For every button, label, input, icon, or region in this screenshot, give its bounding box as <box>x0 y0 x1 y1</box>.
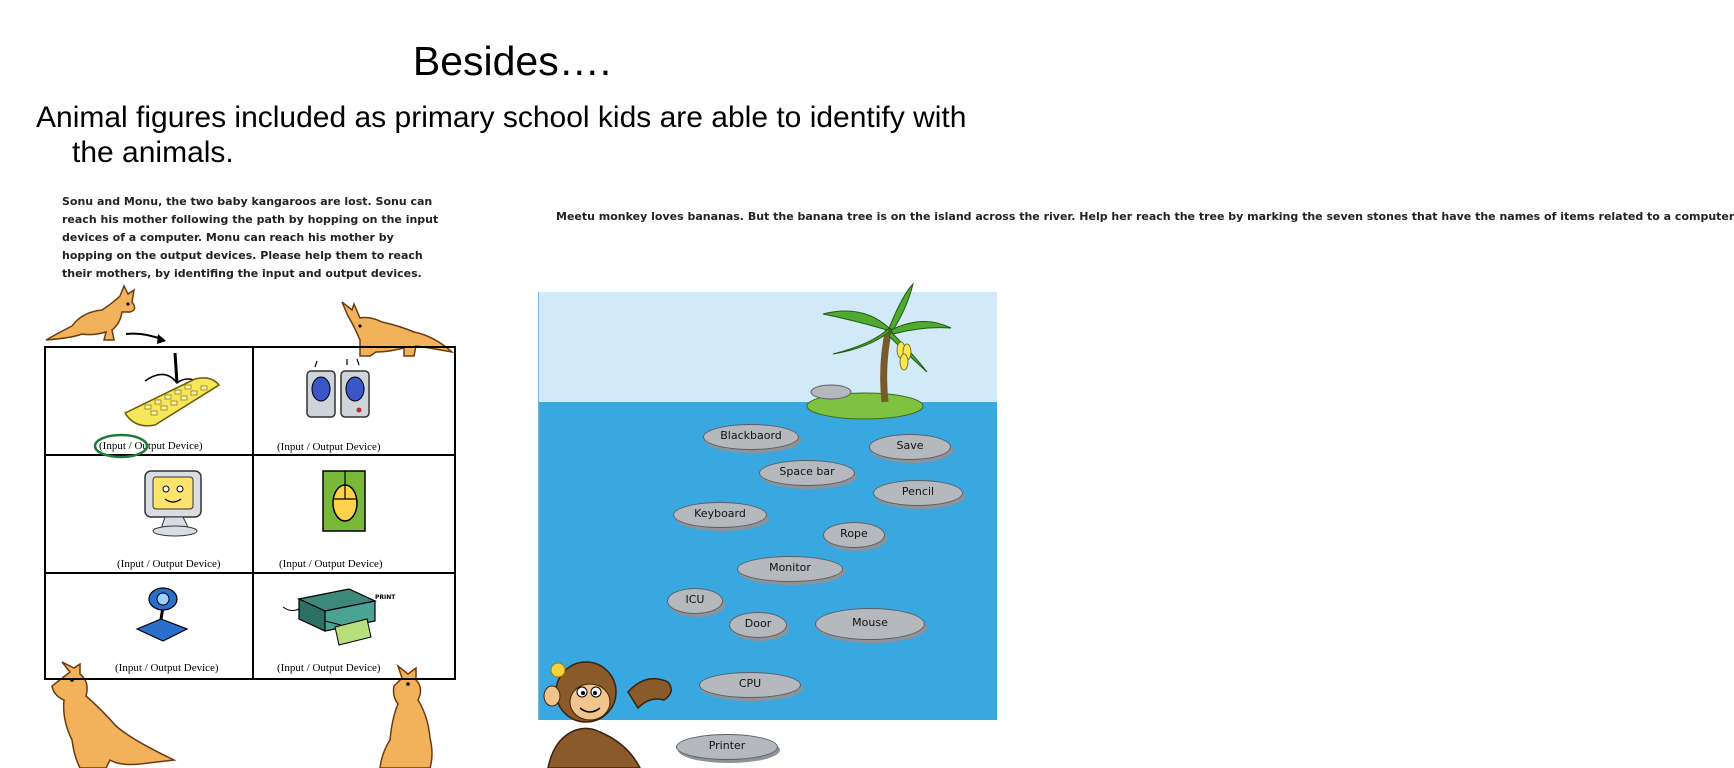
stone-door[interactable]: Door <box>729 612 787 638</box>
device-caption[interactable]: (Input / Output Device) <box>99 440 203 452</box>
speakers-icon <box>303 357 393 427</box>
device-caption[interactable]: (Input / Output Device) <box>277 441 381 453</box>
monitor-icon <box>141 467 211 539</box>
monkey-icon <box>528 652 688 768</box>
stone-cpu[interactable]: CPU <box>699 672 801 698</box>
device-grid <box>44 346 456 680</box>
circled-input-mark <box>93 433 153 459</box>
stone-printer[interactable]: Printer <box>676 734 778 760</box>
stone-monitor[interactable]: Monitor <box>737 556 843 582</box>
device-caption[interactable]: (Input / Output Device) <box>117 558 221 570</box>
kangaroo-instructions: Sonu and Monu, the two baby kangaroos are lost. Sonu can reach his mother following the path by hopping on the input devices of a computer. Monu can reach his mother by hopping on the output devices. Please help them to reach their mothers, by identifing the input and output devices. <box>62 195 439 280</box>
stone-save[interactable]: Save <box>869 434 951 460</box>
slide-title: Besides…. <box>412 38 612 84</box>
monkey-instructions: Meetu monkey loves bananas. But the banana tree is on the island across the river. Help her reach the tree by marking the seven stones that have the names of items related to a computer <box>556 210 1734 223</box>
banana-tree-icon <box>803 284 953 414</box>
printer-icon <box>279 579 396 649</box>
stone-mouse[interactable]: Mouse <box>815 608 925 640</box>
stone-blackbaord[interactable]: Blackbaord <box>703 424 799 450</box>
webcam-icon <box>133 585 193 647</box>
stone-rope[interactable]: Rope <box>823 522 885 548</box>
keyboard-icon <box>115 353 225 433</box>
stone-space-bar[interactable]: Space bar <box>759 460 855 486</box>
device-caption[interactable]: (Input / Output Device) <box>115 662 219 674</box>
mouse-icon <box>321 469 371 535</box>
print-label: PRINT <box>375 594 396 601</box>
device-caption[interactable]: (Input / Output Device) <box>279 558 383 570</box>
stone-pencil[interactable]: Pencil <box>873 480 963 506</box>
stone-keyboard[interactable]: Keyboard <box>673 502 767 528</box>
slide-bullet: Animal figures included as primary school kids are able to identify with the animals. <box>36 101 967 169</box>
device-caption[interactable]: (Input / Output Device) <box>277 662 381 674</box>
stone-icu[interactable]: ICU <box>667 588 723 614</box>
